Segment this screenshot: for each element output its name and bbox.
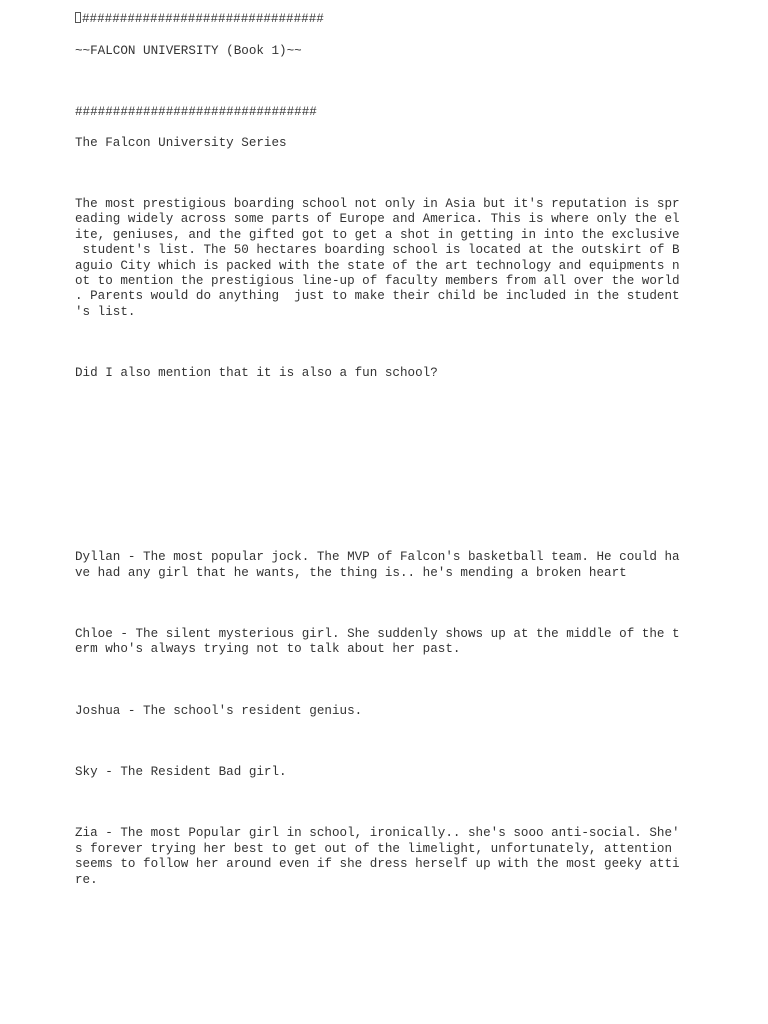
question-line: Did I also mention that it is also a fun school? <box>75 366 438 380</box>
header-rule-text: ################################ <box>82 12 324 26</box>
character-zia-line-3: seems to follow her around even if she dress herself up with the most geeky atti <box>75 857 680 871</box>
intro-line-3: ite, geniuses, and the gifted got to get a shot in getting in into the exclusive <box>75 228 680 242</box>
character-dyllan-line-1: Dyllan - The most popular jock. The MVP of Falcon's basketball team. He could ha <box>75 550 680 564</box>
book-title: ~~FALCON UNIVERSITY (Book 1)~~ <box>75 44 302 58</box>
missing-glyph-icon <box>75 12 81 23</box>
intro-line-6: ot to mention the prestigious line-up of faculty members from all over the world <box>75 274 680 288</box>
character-sky-line-1: Sky - The Resident Bad girl. <box>75 765 287 779</box>
intro-line-5: aguio City which is packed with the state of the art technology and equipments n <box>75 259 680 273</box>
intro-line-8: 's list. <box>75 305 136 319</box>
character-zia-line-4: re. <box>75 873 98 887</box>
intro-line-7: . Parents would do anything just to make their child be included in the student <box>75 289 680 303</box>
character-dyllan-line-2: ve had any girl that he wants, the thing is.. he's mending a broken heart <box>75 566 627 580</box>
intro-line-2: eading widely across some parts of Europe and America. This is where only the el <box>75 212 680 226</box>
character-chloe-line-1: Chloe - The silent mysterious girl. She suddenly shows up at the middle of the t <box>75 627 680 641</box>
character-zia-line-1: Zia - The most Popular girl in school, ironically.. she's sooo anti-social. She' <box>75 826 680 840</box>
header-rule-top <box>75 12 324 27</box>
series-title: The Falcon University Series <box>75 136 287 150</box>
character-zia-line-2: s forever trying her best to get out of the limelight, unfortunately, attention <box>75 842 680 856</box>
intro-line-4: student's list. The 50 hectares boarding school is located at the outskirt of B <box>75 243 680 257</box>
character-joshua-line-1: Joshua - The school's resident genius. <box>75 704 363 718</box>
header-rule-bottom: ################################ <box>75 105 317 119</box>
character-chloe-line-2: erm who's always trying not to talk about her past. <box>75 642 461 656</box>
intro-line-1: The most prestigious boarding school not only in Asia but it's reputation is spr <box>75 197 680 211</box>
